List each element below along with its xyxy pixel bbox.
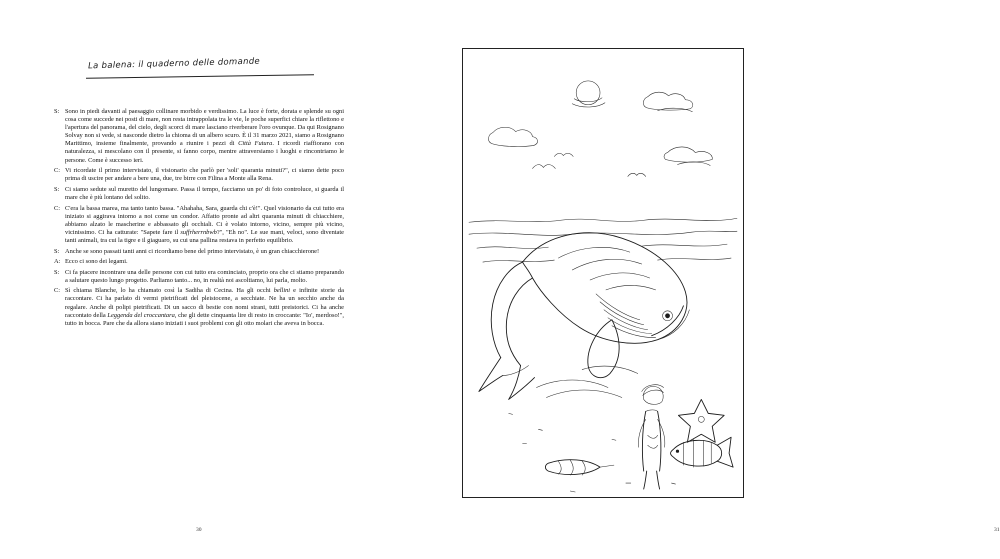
dialogue-line <box>54 205 344 245</box>
title-underline <box>86 74 314 79</box>
speaker-label: C: <box>54 204 61 212</box>
utterance-text: Ci siamo sedute sul muretto del lungomare. Passa il tempo, facciamo un po' di foto controluce, si guarda il mare che è più lontano del solito. <box>65 185 344 201</box>
bird-icon <box>533 165 556 169</box>
whale-fin <box>588 320 619 378</box>
dialogue-line <box>54 258 344 266</box>
speaker-label: C: <box>54 167 61 175</box>
dialogue-line <box>54 108 344 165</box>
fish-skeleton-icon <box>671 437 734 467</box>
utterance-text: Vi ricordate il primo intervistato, il visionario che parlò per 'soli' quaranta minuti?", ci siamo dette poco prima di uscire per andare a bere una, due, tre birre con Filina a Monte alla Rena. <box>65 167 344 183</box>
dialogue-line <box>54 186 344 202</box>
horizon-line <box>469 218 737 222</box>
sun-icon <box>572 81 605 107</box>
utterance-text: Sì chiama Blanche, lo ha chiamato così la Sadiha di Cecina. Ha gli occhi bellini e infinite storie da raccontare. Ci ha parlato di vermi pietrificati del pleistocene, a secchiate. Ne ha un secchio anche da regalare. Anche di polipi pietrificati. Di un sacco di bestie con nomi strani, tutti preistorici. Ci ha anche raccontato della Leggenda del croccantara, che gli dette cinquanta lire di resto in croccante: "Io', merdoso!", tutto in bocca. Pare che da allora siano iniziati i suoi problemi con gli otto molari che aveva in bocca. <box>65 287 344 327</box>
utterance-text: Ecco ci sono dei legami. <box>65 258 128 266</box>
shell-icon <box>545 460 614 475</box>
right-page <box>400 0 1000 559</box>
cloud-icon <box>489 127 538 146</box>
utterance-text: Sono in piedi davanti al paesaggio collinare morbido e verdissimo. La luce è forte, dorata e splende su ogni cosa come succede nei posti di mare, non resta intrappolata tra le vie, le poche superfici chiare la riflettono e l'apertura del panorama, del cielo, degli scorci di mare lasciano riverberare l'oro ovunque. Da qui Rosignano Solvay non si vede, si nasconde dietro la chioma di un albero scuro. È il 31 marzo 2021, siamo a Rosignano Marittimo, insieme finalmente, provando a riunire i pezzi di Città Futura. I ricordi riaffiorano con naturalezza, si mescolano con il presente, si fanno corpo, mentre attraversiamo i luoghi e rincontriamo le persone. Come è successo ieri. <box>65 108 344 164</box>
page-number-left: 30 <box>196 527 202 533</box>
ground-speckles <box>509 413 676 492</box>
water-swirl <box>536 366 637 397</box>
utterance-text: Anche se sono passati tanti anni ci ricordiamo bene del primo intervistato, è un gran chiacchierone! <box>65 247 320 255</box>
bird-icon <box>628 173 646 176</box>
speaker-label: C: <box>54 287 61 295</box>
dialogue-line <box>54 167 344 183</box>
whale-eye <box>665 313 670 318</box>
whale-pen-drawing <box>462 48 744 498</box>
dialogue-line <box>54 248 344 256</box>
utterance-text: C'era la bassa marea, ma tanto tanto bassa. "Ahahaha, Sara, guarda chi c'è!". Quel visionario da cui tutto era iniziato si aggirava intorno a noi come un condor. Affatto pronte ad altri quaranta minuti di chiacchiere, abbiamo alzato le mascherine e abbassato gli occhiali. Ci è volato intorno, vicino, sempre più vicino, vicinissimo. Ci ha catturate: "Sapete fare il suffrherrnbwb?", "Eh no". Le sue mani, veloci, sono diventate tanti animali, tra cui la tigre e il giaguaro, su cui una pallina restava in perfetto equilibrio. <box>65 204 344 244</box>
whale-tail <box>479 262 535 399</box>
cloud-icon <box>664 147 712 166</box>
speaker-label: S: <box>54 268 60 276</box>
speaker-label: S: <box>54 247 60 255</box>
starfish-icon <box>678 399 724 442</box>
bird-icon <box>554 153 573 156</box>
speaker-label: S: <box>54 185 60 193</box>
left-page <box>0 0 400 559</box>
page-title-handwritten: La balena: il quaderno delle domande <box>87 56 261 72</box>
dialogue-line <box>54 287 344 327</box>
speaker-label: S: <box>54 108 60 115</box>
shore-line <box>469 231 737 235</box>
page-number-right: 31 <box>994 527 1000 533</box>
utterance-text: Ci fa piacere incontrare una delle persone con cui tutto era cominciato, proprio ora che ci stiamo preparando a salutare questo lungo progetto. Parliamo tanto... no, in realtà noi ascoltiamo, lui parla, molto. <box>65 268 344 284</box>
dialogue-line <box>54 269 344 285</box>
sea-texture <box>477 244 731 262</box>
cloud-icon <box>643 92 692 112</box>
dialogue-block <box>54 108 344 330</box>
whale-body <box>523 233 690 343</box>
drawing-canvas <box>463 49 743 497</box>
speaker-label: A: <box>54 258 61 266</box>
standing-figure <box>639 385 665 489</box>
